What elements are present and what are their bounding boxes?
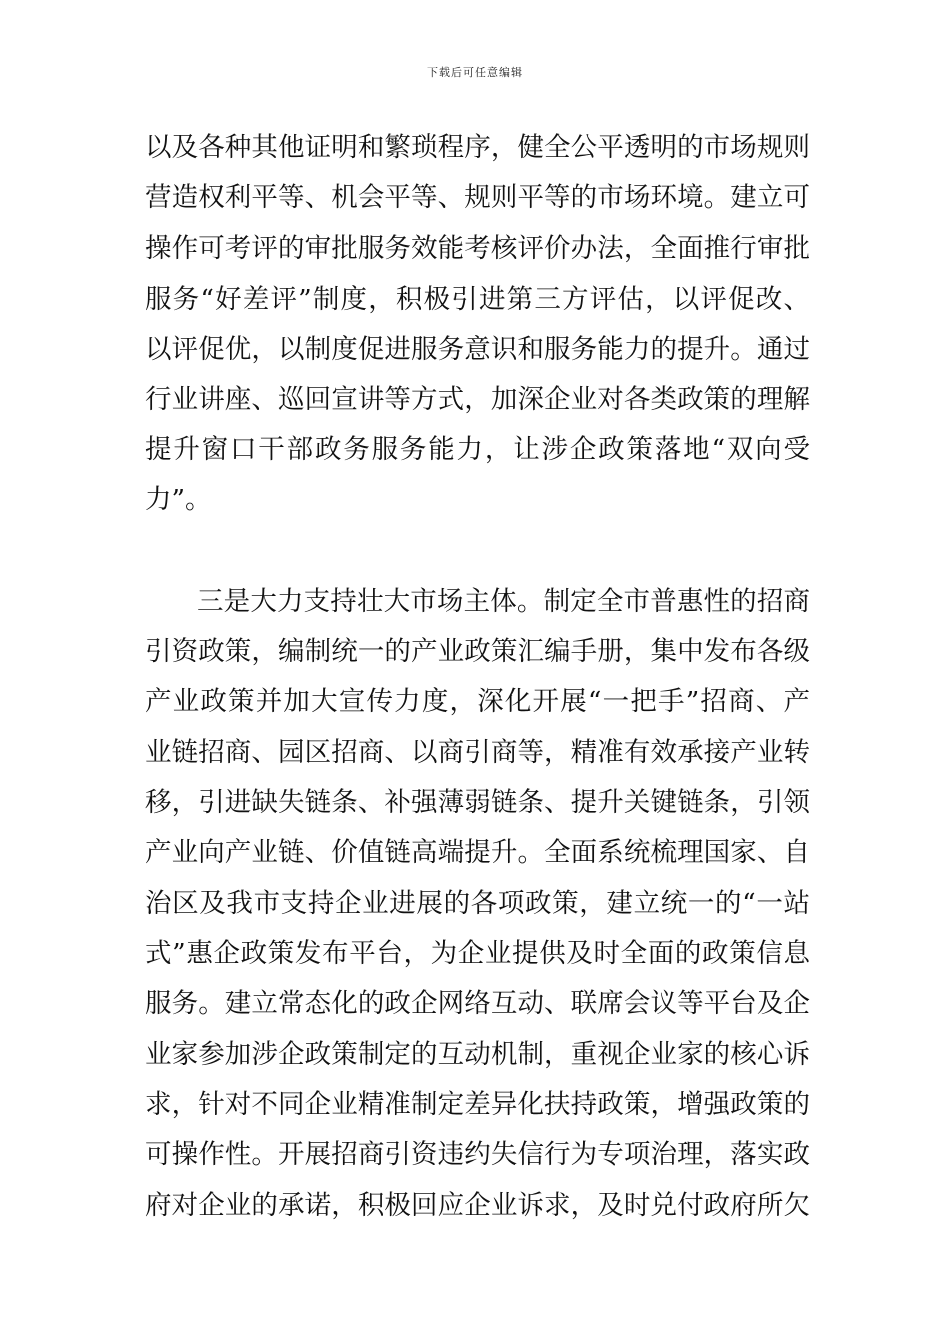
paragraph1-line: 操作可考评的审批服务效能考核评价办法，全面推行审批 [145,233,810,264]
paragraph1-line: 以评促优，以制度促进服务意识和服务能力的提升。通过 [145,334,810,365]
paragraph2-line: 可操作性。开展招商引资违约失信行为专项治理，落实政 [145,1139,810,1170]
paragraph2-line: 产业向产业链、价值链高端提升。全面系统梳理国家、自 [145,837,810,868]
paragraph2-line: 治区及我市支持企业进展的各项政策，建立统一的“一站 [145,888,810,919]
paragraph2-line: 式”惠企政策发布平台，为企业提供及时全面的政策信息 [145,938,810,969]
paragraph1-line: 提升窗口干部政务服务能力，让涉企政策落地“双向受 [145,434,810,465]
paragraph1-line: 行业讲座、巡回宣讲等方式，加深企业对各类政策的理解 [145,384,810,415]
paragraph2-line: 业家参加涉企政策制定的互动机制，重视企业家的核心诉 [145,1039,810,1070]
paragraph2-line: 服务。建立常态化的政企网络互动、联席会议等平台及企 [145,988,810,1019]
paragraph1-line: 营造权利平等、机会平等、规则平等的市场环境。建立可 [145,182,810,213]
paragraph2-line: 三是大力支持壮大市场主体。制定全市普惠性的招商 [197,586,810,617]
paragraph1-line: 以及各种其他证明和繁琐程序，健全公平透明的市场规则 [145,132,810,163]
paragraph1-line: 服务“好差评”制度，积极引进第三方评估，以评促改、 [145,284,810,315]
page-header: 下载后可任意编辑 [427,66,523,79]
paragraph2-line: 产业政策并加大宣传力度，深化开展“一把手”招商、产 [145,686,810,717]
paragraph1-line: 力”。 [145,484,212,515]
paragraph2-line: 求，针对不同企业精准制定差异化扶持政策，增强政策的 [145,1089,810,1120]
paragraph2-line: 业链招商、园区招商、以商引商等，精准有效承接产业转 [145,737,810,768]
paragraph2-line: 府对企业的承诺，积极回应企业诉求，及时兑付政府所欠 [145,1190,810,1221]
paragraph2-line: 引资政策，编制统一的产业政策汇编手册，集中发布各级 [145,636,810,667]
paragraph2-line: 移，引进缺失链条、补强薄弱链条、提升关键链条，引领 [145,787,810,818]
